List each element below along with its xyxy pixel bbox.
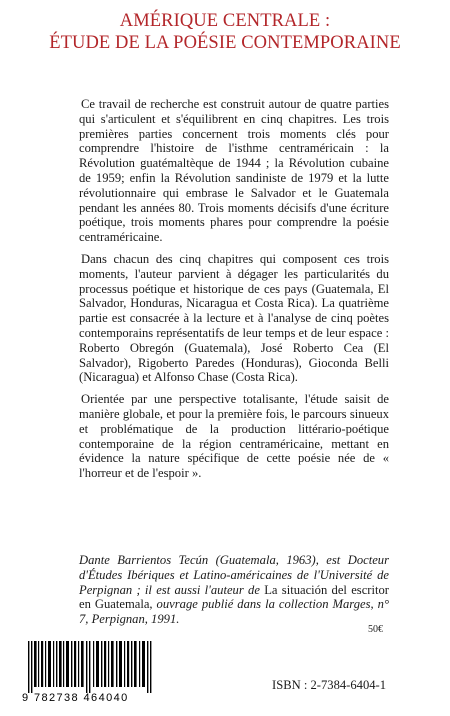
bio-book-title: La situación del escritor en Guatemala bbox=[79, 582, 389, 612]
title-line-1: AMÉRIQUE CENTRALE : bbox=[119, 11, 331, 31]
author-bio bbox=[79, 553, 389, 627]
barcode-number: 9 782738 464040 bbox=[22, 692, 129, 704]
summary-paragraph-3: Orientée par une perspective totalisante, l'étude saisit de manière globale, et pour la première fois, le parcours sinueux et problématique de la production littérario-poétique contemporaine de la région centraméricaine, mettant en évidence la nature spécifique de cette poésie née de « l'horreur et de l'espoir ». bbox=[79, 392, 389, 481]
summary-paragraph-1: Ce travail de recherche est construit autour de quatre parties qui s'articulent et s'équilibrent en cinq chapitres. Les trois premières parties concernent trois moments clés pour comprendre l'histoire de l'isthme centraméricain : la Révolution guatémaltèque de 1944 ; la Révolution cubaine de 1959; enfin la Révolution sandiniste de 1979 et la lutte révolutionnaire qui embrase le Salvador et le Guatemala pendant les années 80. Trois moments décisifs d'une écriture poétique, trois moments phares pour comprendre la poésie centraméricaine. bbox=[79, 97, 389, 245]
title-line-2: ÉTUDE DE LA POÉSIE CONTEMPORAINE bbox=[49, 33, 401, 53]
price-label: 50€ bbox=[368, 624, 383, 635]
summary-paragraph-2: Dans chacun des cinq chapitres qui composent ces trois moments, l'auteur parvient à dégager les particularités du processus poétique et historique de ces pays (Guatemala, El Salvador, Honduras, Nicaragua et Costa Rica). La quatrième partie est consacrée à la lecture et à l'analyse de cinq poètes contemporains représentatifs de leur temps et de leur espace : Roberto Obregón (Guatemala), José Roberto Cea (El Salvador), Rigoberto Paredes (Honduras), Gioconda Belli (Nicaragua) et Alfonso Chase (Costa Rica). bbox=[79, 251, 389, 385]
book-title bbox=[0, 10, 450, 54]
bio-text-1: Dante Barrientos Tecún (Guatemala, 1963), est Docteur d'Études Ibériques et Latino-américaines de l'Université de Perpignan ; il est aussi l'auteur de bbox=[79, 553, 389, 597]
barcode-icon bbox=[22, 641, 160, 693]
bio-text-2: , ouvrage publié dans la collection Marges, n° 7, Perpignan, 1991. bbox=[79, 597, 389, 627]
isbn-label: ISBN : 2-7384-6404-1 bbox=[272, 678, 387, 692]
summary-text bbox=[79, 97, 389, 488]
